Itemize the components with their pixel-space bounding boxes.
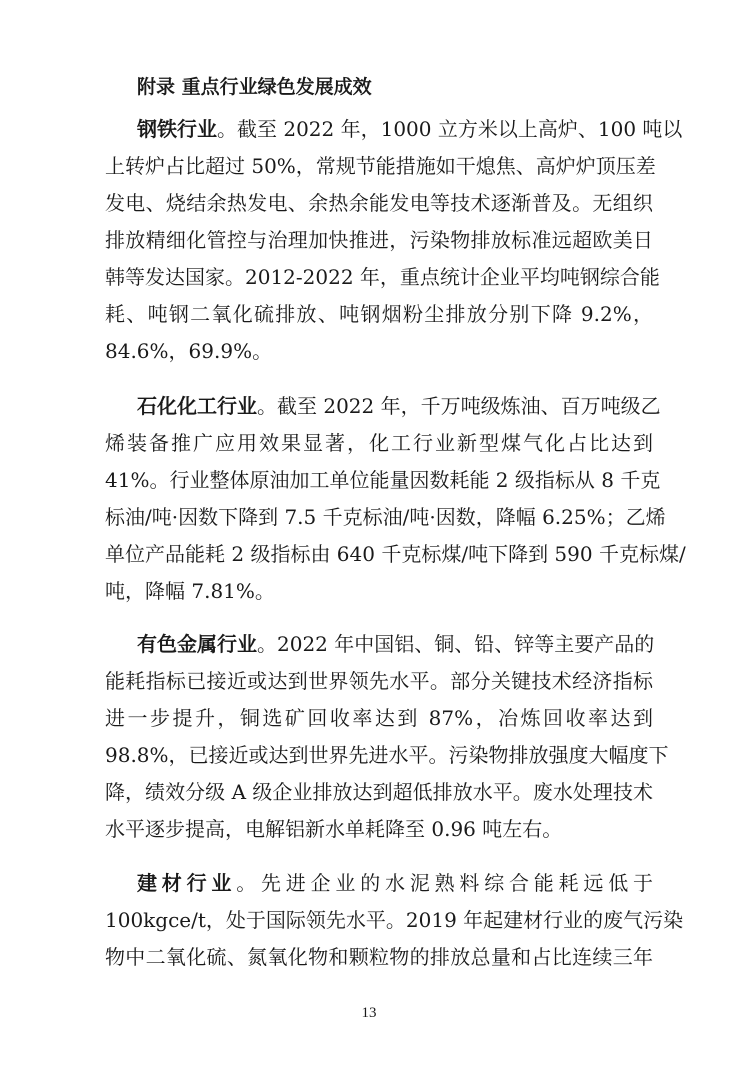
- paragraph-line: 排放精细化管控与治理加快推进，污染物排放标准远超欧美日: [105, 228, 653, 252]
- paragraph-line: 有色金属行业。2022 年中国铝、铜、铅、锌等主要产品的: [137, 632, 655, 656]
- paragraph-line: 钢铁行业。截至 2022 年，1000 立方米以上高炉、100 吨以: [137, 117, 683, 141]
- paragraph-line: 韩等发达国家。2012-2022 年，重点统计企业平均吨钢综合能: [105, 265, 660, 289]
- paragraph-line: 41%。行业整体原油加工单位能量因数耗能 2 级指标从 8 千克: [105, 468, 661, 492]
- paragraph-line: 上转炉占比超过 50%，常规节能措施如干熄焦、高炉炉顶压差: [105, 154, 656, 178]
- paragraph-line: 发电、烧结余热发电、余热余能发电等技术逐渐普及。无组织: [105, 191, 653, 215]
- paragraph-line: 98.8%，已接近或达到世界先进水平。污染物排放强度大幅度下: [105, 743, 669, 767]
- section-keyword: 建材行业: [137, 871, 237, 895]
- appendix-heading: 附录 重点行业绿色发展成效: [137, 76, 372, 98]
- paragraph-line: 100kgce/t，处于国际领先水平。2019 年起建材行业的废气污染: [105, 908, 684, 932]
- paragraph-line: 烯装备推广应用效果显著，化工行业新型煤气化占比达到: [105, 431, 653, 455]
- paragraph-line: 石化化工行业。截至 2022 年，千万吨级炼油、百万吨级乙: [137, 394, 661, 418]
- paragraph-line: 水平逐步提高，电解铝新水单耗降至 0.96 吨左右。: [105, 817, 563, 841]
- paragraph-line: 物中二氧化硫、氮氧化物和颗粒物的排放总量和占比连续三年: [105, 945, 653, 969]
- paragraph-line: 吨，降幅 7.81%。: [105, 579, 275, 603]
- page-number: 13: [361, 1005, 377, 1021]
- section-keyword: 钢铁行业: [137, 117, 217, 141]
- paragraph-line: 84.6%，69.9%。: [105, 339, 273, 363]
- paragraph-line: 降，绩效分级 A 级企业排放达到超低排放水平。废水处理技术: [105, 780, 653, 804]
- paragraph-line: 建材行业。先进企业的水泥熟料综合能耗远低于: [137, 871, 654, 895]
- paragraph-line: 标油/吨·因数下降到 7.5 千克标油/吨·因数，降幅 6.25%；乙烯: [105, 505, 666, 529]
- section-keyword: 有色金属行业: [137, 632, 257, 656]
- paragraph-line: 耗、吨钢二氧化硫排放、吨钢烟粉尘排放分别下降 9.2%，: [105, 302, 653, 326]
- paragraph-line: 能耗指标已接近或达到世界领先水平。部分关键技术经济指标: [105, 669, 653, 693]
- section-keyword: 石化化工行业: [137, 394, 257, 418]
- paragraph-line: 单位产品能耗 2 级指标由 640 千克标煤/吨下降到 590 千克标煤/: [105, 542, 686, 566]
- paragraph-line: 进一步提升，铜选矿回收率达到 87%，冶炼回收率达到: [105, 706, 653, 730]
